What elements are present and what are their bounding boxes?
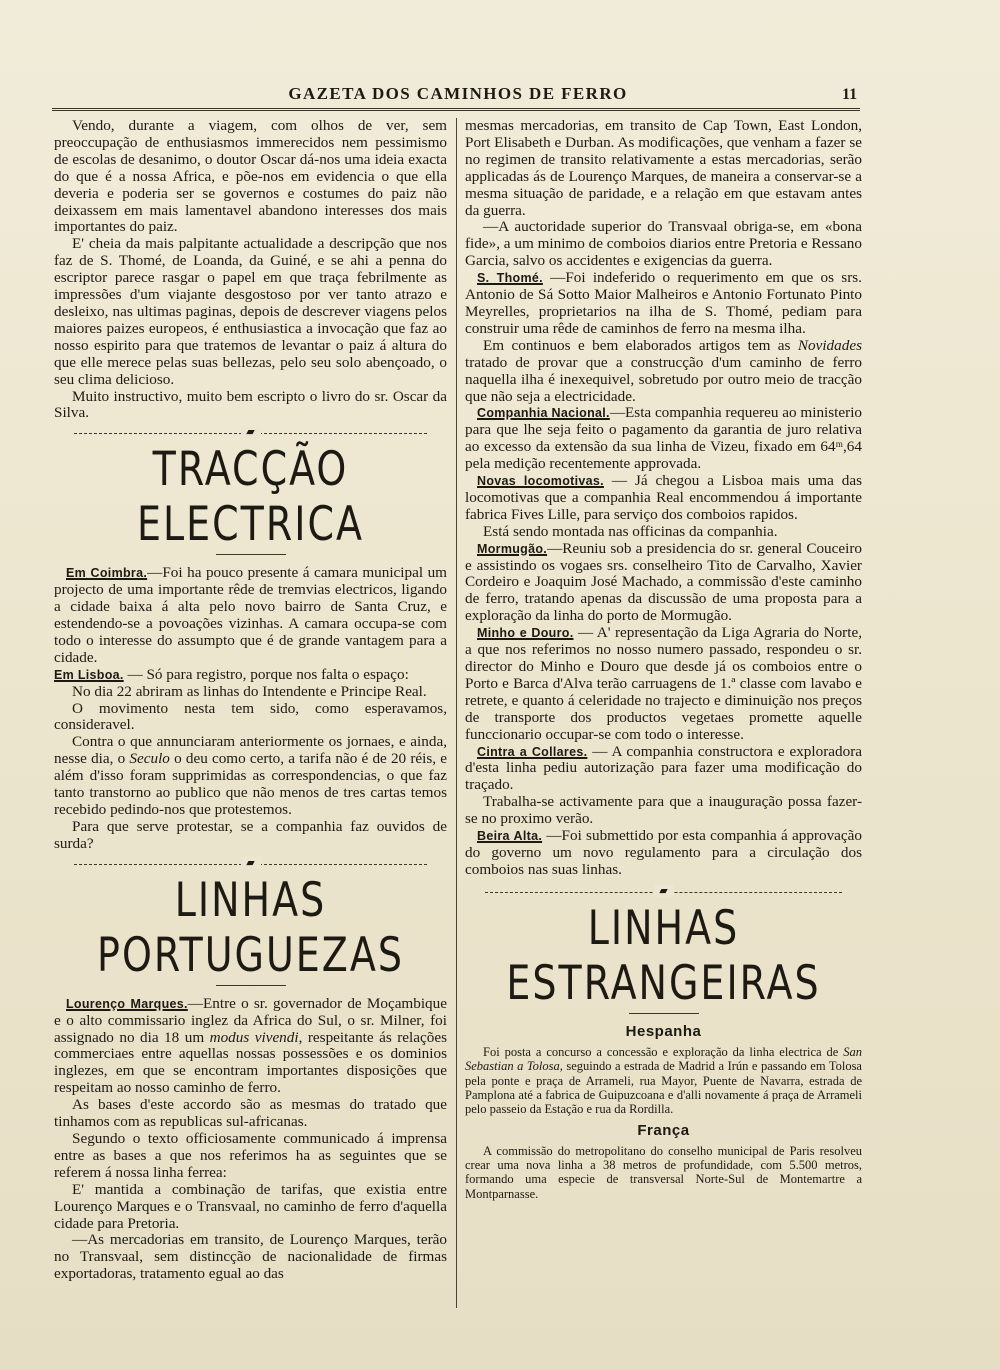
paragraph: Para que serve protestar, se a companhia faz ouvidos de surda?	[54, 817, 447, 852]
news-item-lourenco-marques: Lourenço Marques.—Entre o sr. governador de Moçambique e o alto commissario inglez da Africa do Sul, o sr. Milner, foi assignado no dia 18 um modus vivendi, respeitante ás relações commerciaes entre aquellas nossas possessões e os dominios inglezes, em que se encontram importantes disposições que respeitam ao nosso caminho de ferro.	[54, 994, 447, 1097]
news-item-minho-douro: Minho e Douro. — A' representação da Liga Agraria do Norte, a que nos referimos no nosso numero passado, respondeu o sr. director do Minho e Douro que desde já os comboios entre o Porto e Barca d'Alva terão carruagens de 1.ª classe com lavabo e retrete, e quanto á celeridade no trajecto e diminuição nos preços de transporte dos productos vegetaes promette aquelle funccionario occupar-se com todo o interesse.	[465, 624, 862, 743]
item-heading: Novas locomotivas.	[477, 474, 604, 489]
title-rule	[629, 1013, 699, 1014]
ornament-divider: ▰	[54, 857, 447, 871]
paragraph: Trabalha-se activamente para que a inauguração possa fazer-se no proximo verão.	[465, 793, 862, 828]
item-heading: Beira Alta.	[477, 829, 543, 844]
subheading-hespanha: Hespanha	[625, 1022, 702, 1040]
item-heading: S. Thomé.	[477, 271, 543, 286]
page-number: 11	[842, 86, 858, 103]
right-column	[465, 118, 862, 1201]
paragraph: Está sendo montada nas officinas da companhia.	[483, 522, 778, 540]
section-title-traccao: TRACÇÃO ELECTRICA	[136, 441, 365, 552]
news-item-lisboa: Em Lisboa. — Só para registro, porque nos falta o espaço:	[54, 665, 409, 683]
item-heading: Cintra a Collares.	[477, 744, 588, 759]
news-item-mormugao: Mormugão.—Reuniu sob a presidencia do sr. general Couceiro e assistindo os vogaes srs. conselheiro Tito de Carvalho, Xavier Cordeiro e Joaquim José Machado, a commissão d'este caminho de ferro, tratando apenas da discussão de uma proposta para a exploração da linha do porto de Mormugão.	[465, 539, 862, 625]
title-rule	[216, 985, 286, 986]
news-item-s-thome: S. Thomé. —Foi indeferido o requerimento em que os srs. Antonio de Sá Sotto Maior Malheiros e Antonio Fortunato Pinto Meyrelles, proprietarios na ilha de S. Thomé, pediam para construir uma rêde de caminhos de ferro na mesma ilha.	[465, 269, 862, 337]
news-item-novas-locomotivas: Novas locomotivas. — Já chegou a Lisboa mais uma das locomotivas que a companhia Real encommendou á importante fabrica Fives Lille, para serviço dos comboios rapidos.	[465, 472, 862, 523]
item-heading: Em Coimbra.	[66, 566, 148, 581]
paragraph: mesmas mercadorias, em transito de Cap Town, East London, Port Elisabeth e Durban. As modificações, que venham a fazer se no regimen de transito relativamente a estas mercadorias, serão applicadas ás de Lourenço Marques, de maneira a conservar-se a mesma situação de paridade, e a relação em que estavam antes da guerra.	[465, 117, 862, 219]
ornament-divider: ▰	[54, 426, 447, 440]
news-item-beira-alta: Beira Alta. —Foi submettido por esta companhia á approvação do governo um novo regulamento para a circulação dos comboios nas suas linhas.	[465, 827, 862, 878]
paragraph: O movimento nesta tem sido, como esperavamos, consideravel.	[54, 699, 447, 734]
header-rule	[52, 108, 860, 111]
ornament-divider: ▰	[465, 885, 862, 899]
item-heading: Minho e Douro.	[477, 626, 574, 641]
paragraph: Muito instructivo, muito bem escripto o livro do sr. Oscar da Silva.	[54, 387, 447, 422]
journal-title: GAZETA DOS CAMINHOS DE FERRO	[288, 84, 628, 103]
item-heading: Em Lisboa.	[54, 667, 124, 682]
paragraph: —A auctoridade superior do Transvaal obriga-se, em «bona fide», a um minimo de comboios diarios entre Pretoria e Ressano Garcia, salvo os accidentes e exigencias da guerra.	[465, 218, 862, 270]
paragraph: —As mercadorias em transito, de Lourenço Marques, terão no Transvaal, sem distincção de nacionalidade de firmas exportadoras, tratamento egual ao das	[54, 1231, 447, 1283]
paragraph: Vendo, durante a viagem, com olhos de ver, sem preoccupação de enthusiasmos immerecidos nem pessimismo de escolas de desanimo, o doutor Oscar dá-nos uma ideia exacta do que é a nossa Africa, e põe-nos em evidencia o que ella deveria e poderia ser se governos e costumes do paiz não deixassem em mais lamentavel abandono interesses dos mais importantes do paiz.	[54, 117, 447, 236]
item-heading: Mormugão.	[477, 541, 548, 556]
news-item-coimbra: Em Coimbra.—Foi ha pouco presente á camara municipal um projecto de uma importante rêde de tremvias electricos, ligando a cidade baixa á alta pelo novo bairro de Santa Cruz, e estendendo-se a povoações vizinhas. A camara occupa-se com todo o interesse do assumpto que é de grande vantagem para a cidade.	[54, 564, 447, 666]
title-rule	[216, 554, 286, 555]
subheading-franca: França	[637, 1121, 690, 1139]
paragraph: Em continuos e bem elaborados artigos tem as Novidades tratado de provar que a construcção d'um caminho de ferro naquella ilha é inexequivel, sobretudo por outro meio de tracção que não seja a electricidade.	[465, 336, 862, 405]
paragraph: As bases d'este accordo são as mesmas do tratado que tinhamos com as republicas sul-africanas.	[54, 1096, 447, 1131]
item-heading: Lourenço Marques.	[66, 996, 188, 1011]
news-item-companhia-nacional: Companhia Nacional.—Esta companhia requereu ao ministerio para que lhe seja feito o pagamento da garantia de juro relativa ao excesso da extensão da sua linha de Vizeu, fixado em 64ᵐ,64 pela medição recentemente approvada.	[465, 404, 863, 473]
paragraph: E' mantida a combinação de tarifas, que existia entre Lourenço Marques e o Transvaal, no caminho de ferro d'aquella cidade para Pretoria.	[54, 1180, 447, 1232]
column-divider	[456, 118, 457, 1308]
news-item-cintra-collares: Cintra a Collares. — A companhia constructora e exploradora d'esta linha pediu autorização para fazer uma modificação do traçado.	[465, 742, 862, 794]
paragraph: No dia 22 abriram as linhas do Intendente e Principe Real.	[72, 682, 427, 700]
left-column	[54, 118, 447, 1283]
paragraph: Segundo o texto officiosamente communicado á imprensa entre as bases a que nos referimos ha as seguintes que se referem á nossa linha ferrea:	[54, 1129, 447, 1181]
section-title-portuguezas: LINHAS PORTUGUEZAS	[97, 871, 404, 982]
section-title-estrangeiras: LINHAS ESTRANGEIRAS	[506, 899, 821, 1010]
paragraph: Contra o que annunciaram anteriormente os jornaes, e ainda, nesse dia, o Seculo o deu como certo, a tarifa não é de 20 réis, e além d'isso foram supprimidas as correspondencias, o que faz tanto transtorno ao publico que não menos de tres cartas temos recebido pedindo-nos que protestemos.	[54, 733, 447, 818]
news-item-hespanha: Foi posta a concurso a concessão e exploração da linha electrica de San Sebastian a Tolosa, seguindo a estrada de Madrid a Irún e passando em Tolosa pela ponte e praça de Arrameli, rua Mayor, Puente de Navarra, estrada de Pamplona até a fabrica de Guipuzcoana e d'alli novamente á praça de Arrameli pelo passeio da Estação e rua da Rordilla.	[465, 1044, 862, 1117]
news-item-franca: A commissão do metropolitano do conselho municipal de Paris resolveu crear uma nova linha a 38 metros de profundidade, com 5.500 metros, formando uma especie de transversal Norte-Sul de Montemartre a Montparnasse.	[465, 1143, 862, 1201]
item-heading: Companhia Nacional.	[477, 406, 610, 421]
paragraph: E' cheia da mais palpitante actualidade a descripção que nos faz de S. Thomé, de Loanda, da Guiné, e se ahi a penna do escriptor parece rasgar o papel em que traça febrilmente as impressões d'um viajante desgostoso por ver tanto atrazo e desleixo, nas ultimas paginas, depois de descrever viagens pelos maiores paizes europeos, é enthusiastica a invocação que faz ao nosso espirito para que tratemos de levantar o paiz á altura do que elle merece pelas suas bellezas, pelo seu solo abençoado, o seu clima delicioso.	[54, 235, 447, 388]
